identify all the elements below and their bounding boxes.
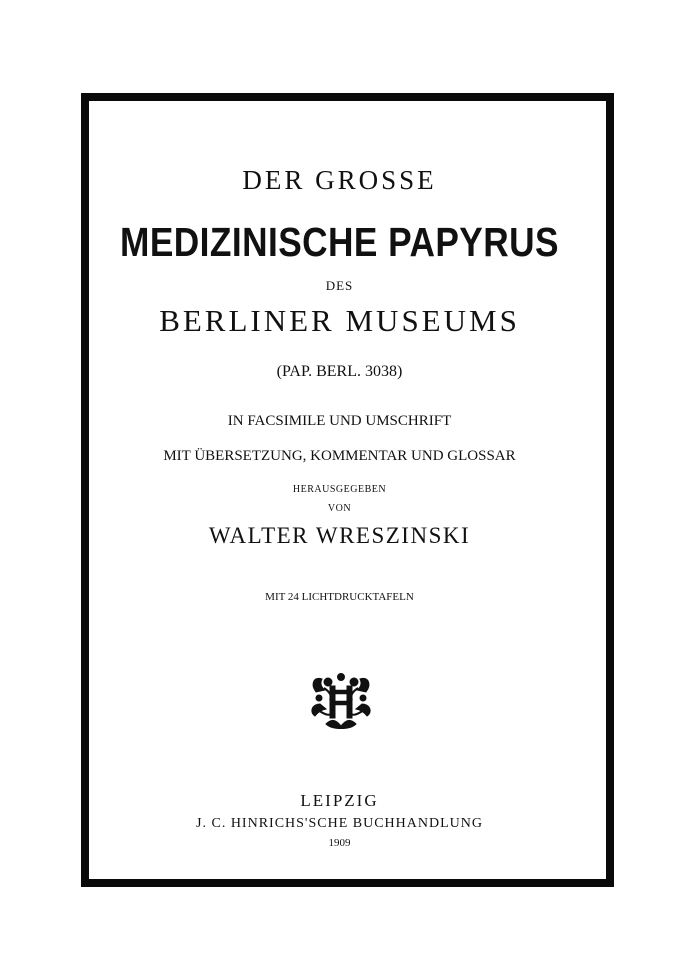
place: LEIPZIG [300, 791, 379, 810]
floral-monogram-icon [306, 670, 376, 732]
plates-note: MIT 24 LICHTDRUCKTAFELN [265, 591, 414, 603]
by-label: VON [327, 503, 352, 514]
subtitle-line-1: IN FACSIMILE UND UMSCHRIFT [227, 413, 452, 429]
author-name: WALTER WRESZINSKI [208, 523, 471, 548]
publisher: J. C. HINRICHS'SCHE BUCHHANDLUNG [196, 816, 483, 831]
title-line-des: DES [325, 278, 354, 293]
edited-label: HERAUSGEGEBEN [292, 484, 387, 495]
publication-year: 1909 [328, 837, 351, 849]
subtitle-line-2: MIT ÜBERSETZUNG, KOMMENTAR UND GLOSSAR [163, 448, 516, 464]
title-line-der-grosse: DER GROSSE [242, 165, 437, 195]
main-title: MEDIZINISCHE PAPYRUS [120, 219, 559, 265]
papyrus-designation: (PAP. BERL. 3038) [276, 363, 403, 380]
title-line-berliner-museums: BERLINER MUSEUMS [159, 303, 520, 338]
